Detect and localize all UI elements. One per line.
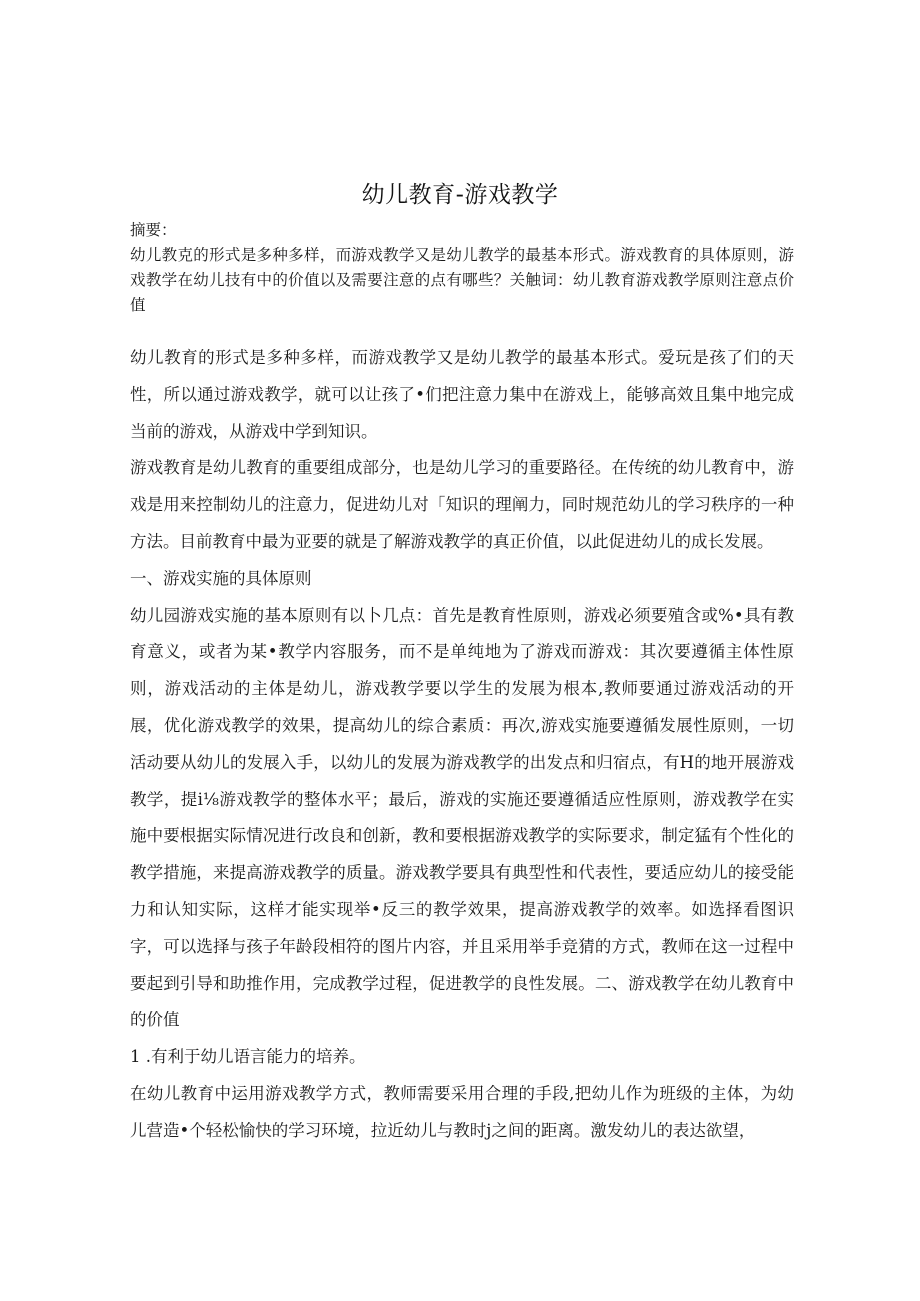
paragraph-language: 在幼儿教育中运用游戏教学方式，教师需要采用合理的手段,把幼儿作为班级的主体，为幼儿营造•个轻松愉快的学习环境，拉近幼儿与教时j之间的距离。激发幼儿的表达欲望， [130, 1083, 794, 1140]
paragraph-principles: 幼儿园游戏实施的基本原则有以卜几点：首先是教育性原则，游戏必须要殖含或%•具有教育意义，或者为某•教学内容服务，而不是单纯地为了游戏而游戏：其次要遵循主体性原则，游戏活动的主体是幼儿，游戏教学要以学生的发展为根本,教师要通过游戏活动的开展，优化游戏教学的效果，提高幼儿的综合素质：再次,游戏实施要遵循发展性原则，一切活动要从幼儿的发展入手，以幼儿的发展为游戏教学的出发点和归宿点，有H的地开展游戏教学，提i⅛游戏教学的整体水平；最后，游戏的实施还要遵循适应性原则，游戏教学在实施中要根据实际情况进行改良和创新，教和要根据游戏教学的实际要求，制定猛有个性化的教学措施，来提高游戏教学的质量。游戏教学要具有典型性和代表性，要适应幼儿的接受能力和认知实际，这样才能实现举•反三的教学效果，提高游戏教学的效率。如选择看图识字，可以选择与孩子年龄段相符的图片内容，并且采用举手竞猜的方式，教师在这一过程中要起到引导和助推作用，完成教学过程，促进教学的良性发展。二、游戏教学在幼儿教育中的价值 [130, 605, 794, 1030]
abstract-label: 摘要： [130, 221, 177, 239]
section-heading-principles: 一、游戏实施的具体原则 [130, 568, 312, 588]
abstract-text: 幼儿教克的形式是多种多样，而游戏教学又是幼儿教学的最基本形式。游戏教育的具体原则，游戏教学在幼儿技有中的价值以及需要注意的点有哪些？关触词：幼儿教育游戏教学原则注意点价值 [130, 246, 794, 314]
paragraph-game-education: 游戏教育是幼儿教育的重要组成部分，也是幼儿学习的重要路径。在传统的幼儿教育中，游戏是用来控制幼儿的注意力，促进幼儿对「知识的理阐力，同时规范幼儿的学习秩序的一种方法。目前教育中最为亚要的就是了解游戏教学的真正价值，以此促进幼儿的成长发展。 [130, 458, 794, 551]
abstract-section [130, 218, 794, 318]
document-title: 幼儿教育-游戏教学 [361, 182, 559, 208]
subsection-heading-language: 1 .有利于幼儿语言能力的培养。 [130, 1047, 366, 1067]
paragraph-intro: 幼儿教育的形式是多种多样，而游戏教学又是幼儿教学的最基本形式。爱玩是孩了们的天性，所以通过游戏教学，就可以让孩了•们把注意力集中在游戏上，能够高效且集中地完成当前的游戏，从游戏中学到知识。 [130, 348, 794, 441]
document-body [130, 340, 794, 1150]
